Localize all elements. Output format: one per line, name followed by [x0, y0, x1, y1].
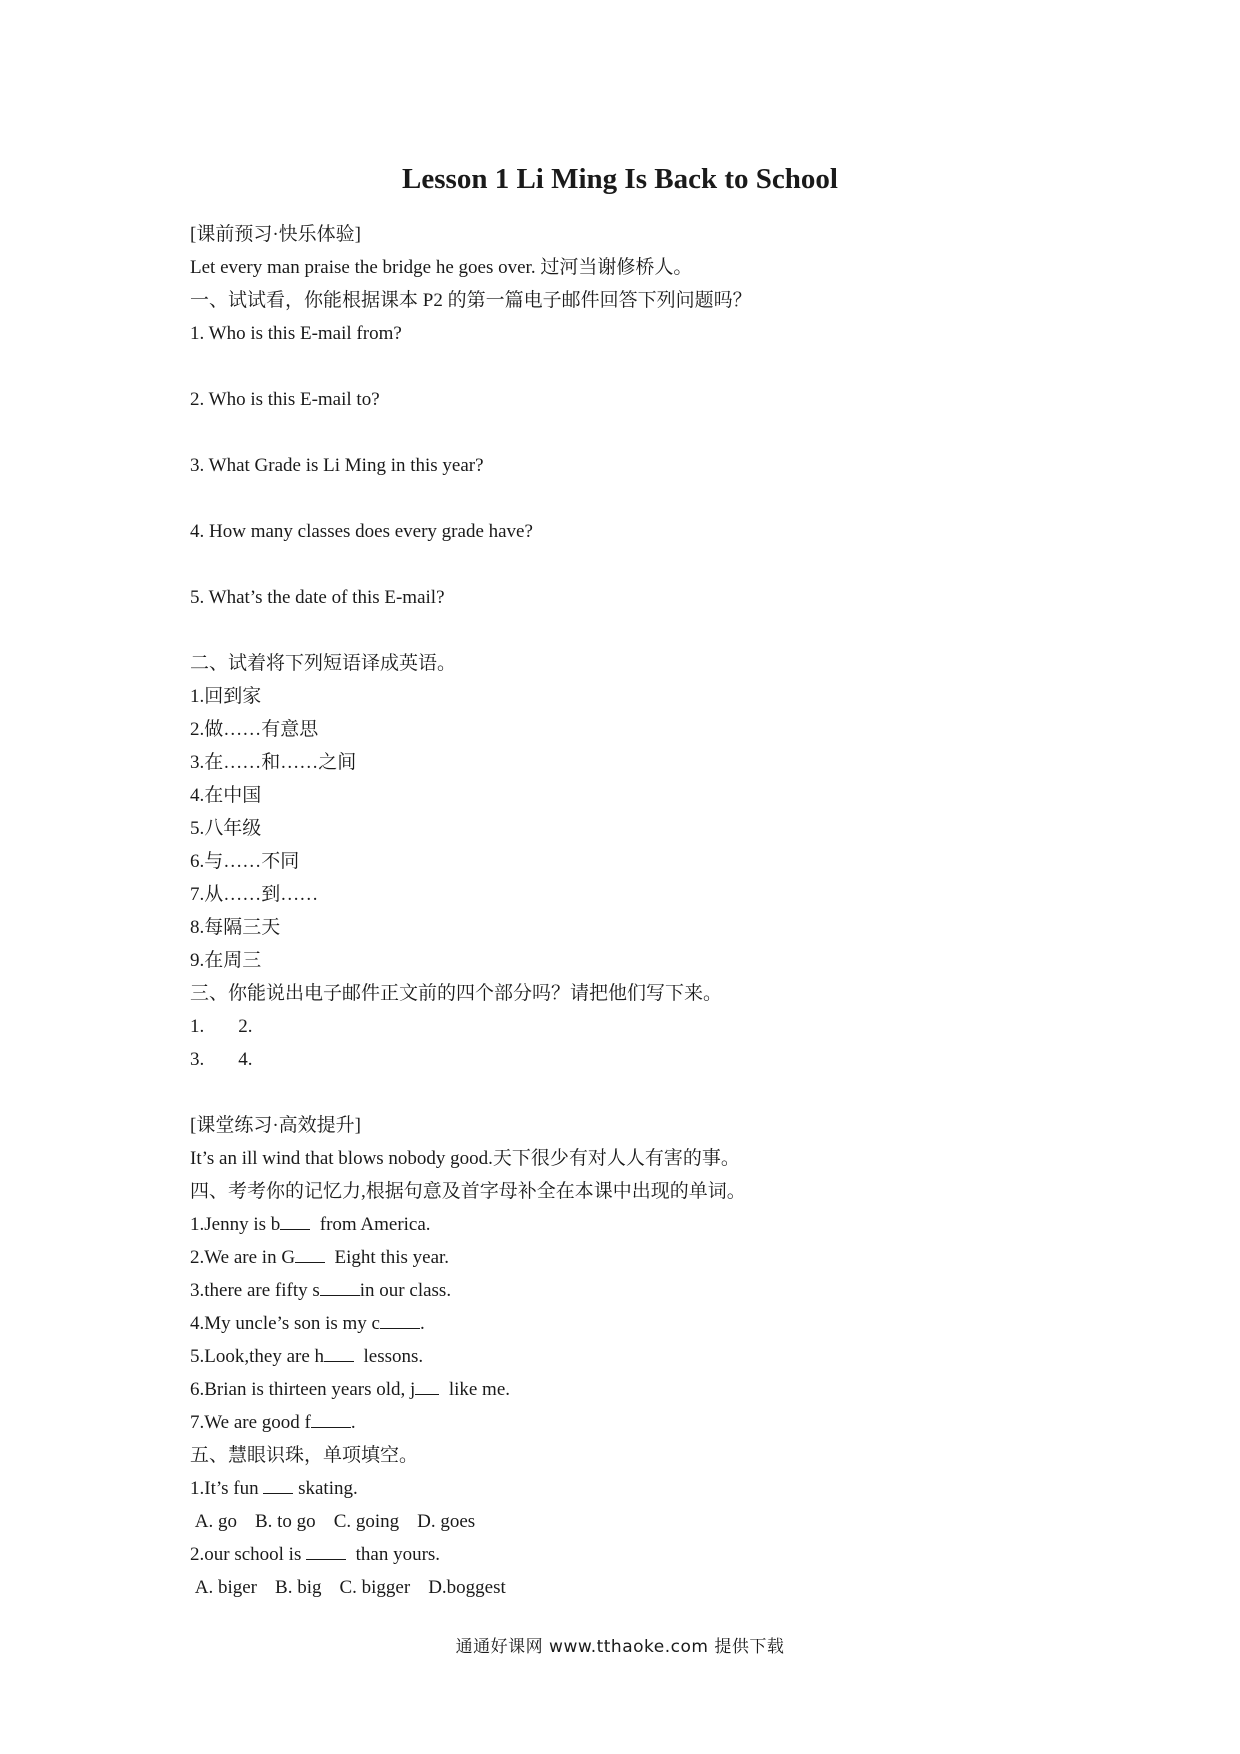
option-a[interactable]: A. biger — [194, 1577, 258, 1598]
part3-label: 4. — [238, 1049, 253, 1070]
answer-blank[interactable] — [263, 1475, 293, 1494]
answer-blank[interactable] — [320, 1277, 360, 1296]
option-c[interactable]: C. going — [333, 1511, 400, 1532]
phrase-item: 8.每隔三天 — [190, 917, 281, 938]
fill-blank-item: 2.We are in G Eight this year. — [190, 1241, 1090, 1274]
option-c[interactable]: C. bigger — [339, 1577, 411, 1598]
phrase-item: 5.八年级 — [190, 818, 262, 839]
question-2: 2. Who is this E-mail to? — [190, 389, 380, 410]
choice-options-2 — [190, 1571, 1090, 1604]
fill-blank-item: 1.Jenny is b from America. — [190, 1208, 1090, 1241]
answer-blank[interactable] — [380, 1310, 420, 1329]
part3-label: 1. — [190, 1016, 205, 1037]
part3-label: 2. — [238, 1016, 253, 1037]
part3-row-1 — [190, 1010, 1090, 1043]
choice-options-1 — [190, 1505, 1090, 1538]
worksheet-body — [190, 218, 1090, 1604]
option-b[interactable]: B. to go — [254, 1511, 316, 1532]
part3-heading: 三、你能说出电子邮件正文前的四个部分吗？请把他们写下来。 — [190, 983, 723, 1004]
answer-blank[interactable] — [324, 1343, 354, 1362]
preview-proverb: Let every man praise the bridge he goes over. 过河当谢修桥人。 — [190, 257, 693, 278]
part2-heading: 二、试着将下列短语译成英语。 — [190, 653, 457, 674]
fill-blank-item: 3.there are fifty s in our class. — [190, 1274, 1090, 1307]
question-1: 1. Who is this E-mail from? — [190, 323, 402, 344]
question-3: 3. What Grade is Li Ming in this year? — [190, 455, 484, 476]
phrase-item: 3.在……和……之间 — [190, 752, 357, 773]
question-4: 4. How many classes does every grade have? — [190, 521, 533, 542]
part3-label: 3. — [190, 1049, 205, 1070]
part4-heading: 四、考考你的记忆力,根据句意及首字母补全在本课中出现的单词。 — [190, 1181, 746, 1202]
phrase-item: 7.从……到…… — [190, 884, 319, 905]
question-5: 5. What’s the date of this E-mail? — [190, 587, 445, 608]
page-footer: 通通好课网 www.tthaoke.com 提供下载 — [455, 1637, 785, 1657]
phrase-item: 6.与……不同 — [190, 851, 300, 872]
lesson-title: Lesson 1 Li Ming Is Back to School — [402, 163, 838, 195]
answer-blank[interactable] — [280, 1211, 310, 1230]
phrase-item: 1.回到家 — [190, 686, 262, 707]
part3-row-2 — [190, 1043, 1090, 1076]
option-b[interactable]: B. big — [275, 1577, 322, 1598]
classwork-header: [课堂练习·高效提升] — [190, 1115, 361, 1136]
part5-heading: 五、慧眼识珠，单项填空。 — [190, 1445, 419, 1466]
option-d[interactable]: D. goes — [417, 1511, 476, 1532]
choice-question-1: 1.It’s fun skating. — [190, 1472, 1090, 1505]
fill-blank-item: 5.Look,they are h lessons. — [190, 1340, 1090, 1373]
fill-blank-item: 4.My uncle’s son is my c . — [190, 1307, 1090, 1340]
answer-blank[interactable] — [311, 1409, 351, 1428]
answer-blank[interactable] — [295, 1244, 325, 1263]
preview-header: [课前预习·快乐体验] — [190, 224, 361, 245]
phrase-item: 2.做……有意思 — [190, 719, 319, 740]
fill-blank-item: 6.Brian is thirteen years old, j like me. — [190, 1373, 1090, 1406]
classwork-proverb: It’s an ill wind that blows nobody good.天下很少有对人人有害的事。 — [190, 1148, 740, 1169]
part1-heading: 一、试试看，你能根据课本 P2 的第一篇电子邮件回答下列问题吗？ — [190, 290, 752, 311]
option-a[interactable]: A. go — [194, 1511, 237, 1532]
fill-blank-item: 7.We are good f . — [190, 1406, 1090, 1439]
choice-question-2: 2.our school is than yours. — [190, 1538, 1090, 1571]
phrase-item: 4.在中国 — [190, 785, 262, 806]
phrase-item: 9.在周三 — [190, 950, 262, 971]
option-d[interactable]: D.boggest — [428, 1577, 506, 1598]
answer-blank[interactable] — [415, 1376, 439, 1395]
answer-blank[interactable] — [306, 1541, 346, 1560]
